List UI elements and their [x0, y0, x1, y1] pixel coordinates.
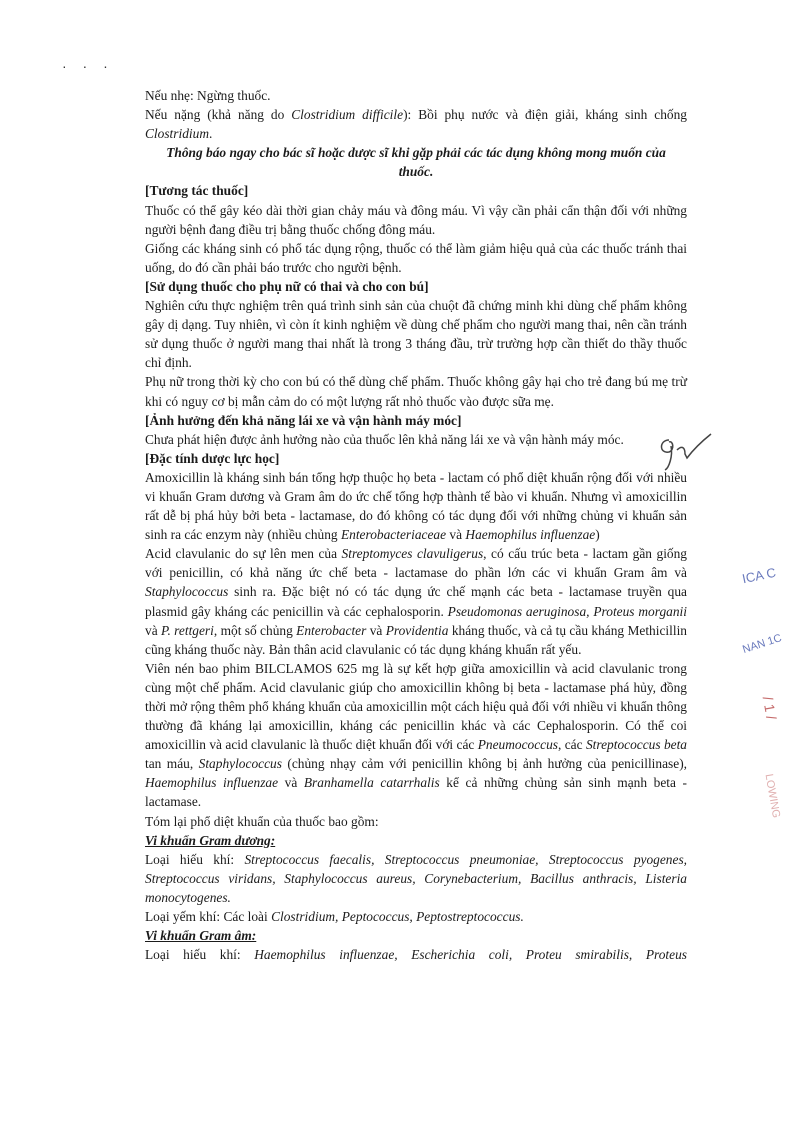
heading-gram-negative: Vi khuẩn Gram âm: — [145, 928, 257, 944]
paragraph-pregnancy-1: Nghiên cứu thực nghiệm trên quá trình sinh sản của chuột đã chứng minh khi dùng chế phẩm không gây dị dạng. Tuy nhiên, vì còn ít kinh nghiệm về dùng chế phẩm cho người mang thai, nên cần tránh sử dụng thuốc ở người mang thai nhất là trong 3 tháng đầu, trừ trường hợp cần thiết do thầy thuốc chỉ định. — [145, 298, 687, 371]
corner-dots: · · · — [62, 58, 114, 74]
paragraph-clavulanic: Acid clavulanic do sự lên men của Streptomyces clavuligerus, có cấu trúc beta - lactam gần giống với penicillin, có khả năng ức chế beta - lactamase do phần lớn các vi khuẩn Gram âm và Staphylococcus sinh ra. Đặc biệt nó có tác dụng ức chế mạnh các beta - lactamase truyền qua plasmid gây kháng các penicillin và các cephalosporin. Pseudomonas aeruginosa, Proteus morganii và P. rettgeri, một số chủng Enterobacter và Providentia kháng thuốc, và cả tụ cầu kháng Methicillin cũng kháng thuốc này. Bản thân acid clavulanic có tác dụng kháng khuẩn rất yếu. — [145, 546, 687, 657]
heading-gram-positive: Vi khuẩn Gram dương: — [145, 832, 276, 848]
stamp-fragment: ICA C — [740, 564, 778, 587]
paragraph-gram-positive-aerobic: Loại hiếu khí: Streptococcus faecalis, Streptococcus pneumoniae, Streptococcus pyogenes, Streptococcus viridans, Staphylococcus aureus, Corynebacterium, Bacillus anthracis, Listeria monocytogenes. — [145, 851, 687, 905]
warning-note: Thông báo ngay cho bác sĩ hoặc dược sĩ khi gặp phải các tác dụng không mong muốn của thuốc. — [166, 145, 666, 180]
paragraph-interactions-2: Giống các kháng sinh có phổ tác dụng rộng, thuốc có thể làm giảm hiệu quả của các thuốc tránh thai uống, do đó cần phải báo trước cho người bệnh. — [145, 240, 687, 275]
heading-pregnancy: [Sử dụng thuốc cho phụ nữ có thai và cho con bú] — [145, 278, 429, 294]
paragraph-interactions-1: Thuốc có thể gây kéo dài thời gian chảy máu và đông máu. Vì vậy cần phải cẩn thận đối với những người bệnh đang điều trị bằng thuốc chống đông máu. — [145, 202, 687, 237]
stamp-fragment: / 1 / — [759, 695, 780, 721]
stamp-fragment: NAN 1C — [741, 632, 784, 656]
document-body — [145, 86, 687, 964]
heading-driving: [Ảnh hưởng đến khả năng lái xe và vận hành máy móc] — [145, 412, 462, 428]
paragraph-tablet: Viên nén bao phim BILCLAMOS 625 mg là sự kết hợp giữa amoxicillin và acid clavulanic trong cùng một chế phẩm. Acid clavulanic giúp cho amoxicillin không bị beta - lactamase phá hủy, đồng thời mở rộng thêm phổ kháng khuẩn của amoxicillin một cách hiệu quả đối với nhiều vi khuẩn thông thường đã kháng lại amoxicillin, kháng các penicillin khác và các Cephalosporin. Có thể coi amoxicillin và acid clavulanic là thuốc diệt khuẩn đối với các Pneumococcus, các Streptococcus beta tan máu, Staphylococcus (chủng nhạy cảm với penicillin không bị ảnh hưởng của penicillinase), Haemophilus influenzae và Branhamella catarrhalis kể cả những chủng sản sinh mạnh beta - lactamase. — [145, 660, 687, 810]
paragraph-gram-negative-aerobic: Loại hiếu khí: Haemophilus influenzae, Escherichia coli, Proteu smirabilis, Proteus — [145, 947, 687, 963]
paragraph-amoxicillin: Amoxicillin là kháng sinh bán tổng hợp thuộc họ beta - lactam có phổ diệt khuẩn rộng đối với nhiều vi khuẩn Gram dương và Gram âm do ức chế tổng hợp thành tế bào vi khuẩn. Nhưng vì amoxicillin rất dễ bị phá hủy bởi beta - lactamase, do đó không có tác dụng đối với những chủng vi khuẩn sản sinh ra các enzym này (nhiều chủng Enterobacteriaceae và Haemophilus influenzae) — [145, 469, 687, 543]
handwritten-initial — [655, 432, 715, 472]
paragraph-summary: Tóm lại phổ diệt khuẩn của thuốc bao gồm: — [145, 813, 379, 829]
paragraph-mild: Nếu nhẹ: Ngừng thuốc. — [145, 88, 271, 103]
heading-pharmacodynamics: [Đặc tính dược lực học] — [145, 450, 280, 466]
paragraph-severe: Nếu nặng (khả năng do Clostridium difficile): Bồi phụ nước và điện giải, kháng sinh chống Clostridium. — [145, 107, 687, 142]
stamp-fragment: LOWING — [762, 772, 783, 820]
paragraph-gram-positive-anaerobic: Loại yếm khí: Các loài Clostridium, Peptococcus, Peptostreptococcus. — [145, 909, 524, 925]
paragraph-pregnancy-2: Phụ nữ trong thời kỳ cho con bú có thể dùng chế phẩm. Thuốc không gây hại cho trẻ đang bú mẹ trừ khi có nguy cơ bị mẫn cảm do có một lượng rất nhỏ thuốc vào được sữa mẹ. — [145, 374, 687, 409]
paragraph-driving: Chưa phát hiện được ảnh hưởng nào của thuốc lên khả năng lái xe và vận hành máy móc. — [145, 431, 624, 447]
heading-interactions: [Tương tác thuốc] — [145, 183, 249, 199]
